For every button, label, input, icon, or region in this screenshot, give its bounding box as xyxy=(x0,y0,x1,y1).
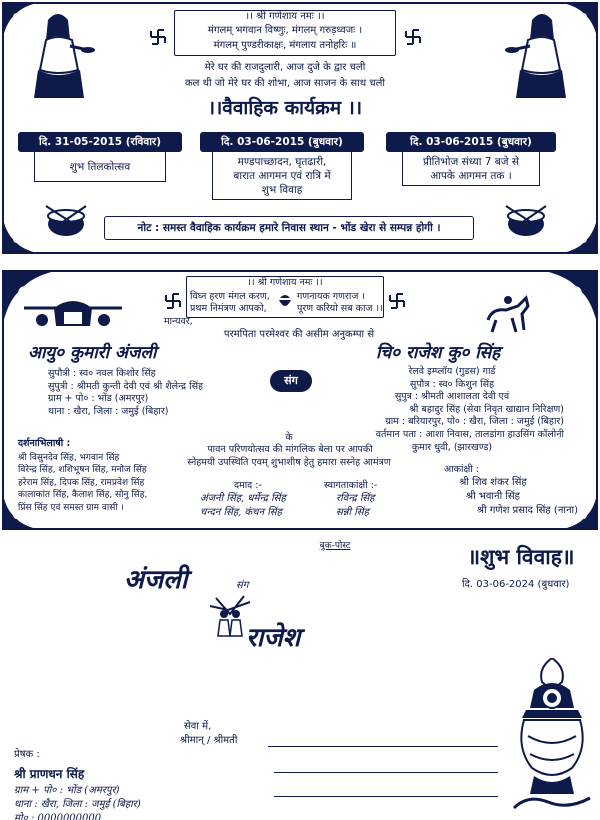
event-3-line-2: आपके आगमन तक । xyxy=(430,170,512,182)
event-2-line-3: शुभ विवाह xyxy=(261,184,303,196)
poem-line-1: मेरे घर की राजदुलारी, आज दुजे के द्वार चली xyxy=(204,62,366,73)
mantra-right-1: गणनायक गणराज । xyxy=(297,291,366,302)
event-1-body xyxy=(34,152,166,182)
event-2-line-1: मण्डपाच्छादन, घृतढारी, xyxy=(237,156,327,168)
sender-label: प्रेषक : xyxy=(14,749,40,760)
ganesh-invocation: ।। श्री गणेशाय नमः ।। xyxy=(247,277,323,288)
damad-list xyxy=(200,492,330,520)
bride-line-1: सुपौत्री : स्व० नवल किशोर सिंह xyxy=(48,368,156,379)
ornament-corner-bottom-left-icon xyxy=(3,219,37,253)
event-3-line-1: प्रीतिभोज संध्या 7 बजे से xyxy=(422,156,520,168)
shlok-line-1: मंगलम् भगवान विष्णुः, मंगलम् गरुड़ध्वजः । xyxy=(207,25,363,36)
sender-mobile: मो० : 0000000000 xyxy=(14,813,102,820)
cover-sang: संग xyxy=(236,580,249,591)
darshan-list xyxy=(18,452,188,514)
sender-line-2: थाना : खैरा, जिला : जमुई (बिहार) xyxy=(14,799,141,810)
woman-with-lamp-left-icon xyxy=(34,10,96,100)
woman-with-lamp-right-icon xyxy=(504,10,566,100)
groom-line-6: वर्तमान पता : आशा निवास, तालडांगा हाउसिंग कॉलोनी xyxy=(375,428,564,440)
event-2-date: दि. 03-06-2015 (बुधवार) xyxy=(200,132,364,152)
bride-line-4: थाना : खैरा, जिला : जमुई (बिहार) xyxy=(48,405,169,417)
ganesh-invocation: ।। श्री गणेशाय नमः ।। xyxy=(245,11,325,22)
bride-line-3: ग्राम + पो० : भोंड (अमरपुर) xyxy=(48,393,149,405)
bride-name: आयु० कुमारी अंजली xyxy=(28,343,157,363)
sang-badge: संग xyxy=(270,370,312,392)
bride-details xyxy=(48,368,278,418)
darshan-title: दर्शनाभिलाषी : xyxy=(18,438,71,449)
aakanshi-title: आकांक्षी : xyxy=(444,464,479,475)
event-2-line-2: बारात आगमन एवं रात्रि में xyxy=(233,170,331,182)
invite-line-2: स्नेहमयी उपस्थिति एवम् शुभाशीष हेतु हमारा सस्नेह आमंत्रण xyxy=(187,457,391,468)
event-1-date: दि. 31-05-2015 (रविवार) xyxy=(18,132,182,152)
shlok-line-2: मंगलम् पुण्डरीकाक्षः, मंगलाय तनोहरिः ॥ xyxy=(213,40,357,51)
dholak-drum-right-icon xyxy=(500,202,552,238)
swagat-line-1: रविन्द्र सिंह xyxy=(336,493,375,504)
grace-line: परमपिता परमेश्वर की असीम अनुकम्पा से xyxy=(223,329,375,340)
aakanshi-line-3: श्री गणेश प्रसाद सिंह (नाना) xyxy=(476,505,578,516)
groom-line-1: रेलवे इम्प्लॉय (गुडस) गार्ड xyxy=(408,366,496,377)
ornament-corner-top-right-icon xyxy=(563,3,597,37)
sender-name: श्री प्राणधन सिंह xyxy=(14,767,85,781)
damad-title: दमाद :- xyxy=(234,480,262,491)
sender-address xyxy=(14,784,254,820)
aakanshi-list xyxy=(408,476,578,518)
sender-line-1: ग्राम + पो० : भोंड (अमरपुर) xyxy=(14,785,120,796)
book-post-label: बुक-पोस्ट xyxy=(319,541,351,551)
ornament-corner-bottom-right-icon xyxy=(563,495,597,529)
bride-line-2: सुपुत्री : श्रीमती कुन्ती देवी एवं श्री शैलेन्द्र सिंह xyxy=(48,380,204,392)
cover-groom-name: राजेश xyxy=(246,623,301,653)
cover-title: ॥शुभ विवाह॥ xyxy=(467,545,575,569)
ke-text: के xyxy=(285,432,293,443)
cover-bride-name: अंजली xyxy=(124,565,188,595)
swastika-right-icon xyxy=(388,292,406,310)
salutation: मान्यवर, xyxy=(164,316,193,327)
groom-name: चि० राजेश कु० सिंह xyxy=(376,343,501,363)
groom-line-2: सुपौत्र : स्व० किशुन सिंह xyxy=(409,378,495,390)
seva-me-label: सेवा में, xyxy=(184,721,212,732)
invitation-card xyxy=(2,270,598,530)
event-3-body xyxy=(402,152,540,186)
address-line-3 xyxy=(274,796,498,797)
ornament-corner-bottom-left-icon xyxy=(3,495,37,529)
darshan-line-4: कालाकांत सिंह, कैलाश सिंह, सोनु सिंह, xyxy=(18,490,148,501)
swagat-line-2: सन्नी सिंह xyxy=(336,507,369,518)
ornament-corner-top-right-icon xyxy=(545,271,597,323)
address-line-1 xyxy=(268,746,498,747)
ornament-corner-bottom-right-icon xyxy=(563,219,597,253)
damad-line-1: अंजनी सिंह, धर्मेन्द्र सिंह xyxy=(200,493,286,504)
groom-details xyxy=(340,366,564,454)
darshan-line-1: श्री विसुनदेव सिंह, भगवान सिंह xyxy=(18,453,120,463)
mantra-left-1: विघ्न हरण मंगल करण, xyxy=(190,291,270,302)
aakanshi-line-2: श्री भवानी सिंह xyxy=(465,491,520,502)
event-1-line-1: शुभ तिलकोत्सव xyxy=(69,161,131,173)
envelope-cover xyxy=(0,534,600,820)
wedding-programme-card xyxy=(2,2,598,254)
swastika-left-icon xyxy=(164,292,182,310)
mantra-left-2: प्रथम निमंत्रण आपको, xyxy=(190,303,267,314)
swagat-title: स्वागताकांक्षी :- xyxy=(324,480,378,491)
groom-line-5: ग्राम : बरियारपुर, पो० : खैरा, जिला : जमुई (बिहार) xyxy=(385,416,564,428)
darshan-line-5: प्रिंस सिंह एवं समस्त ग्राम वासी । xyxy=(18,502,124,513)
venue-note: नोट : समस्त वैवाहिक कार्यक्रम हमारे निवास स्थान - भोंड खेरा से सम्पन्न होगी । xyxy=(104,216,474,240)
dholak-drum-left-icon xyxy=(40,202,92,238)
aakanshi-line-1: श्री शिव शंकर सिंह xyxy=(459,477,527,488)
programme-heading: ।।वैवाहिक कार्यक्रम ।। xyxy=(207,97,363,119)
poem-line-2: कल थी जो मेरे घर की शोभा, आज साजन के साथ चली xyxy=(184,78,386,89)
groom-line-4: श्री बहादुर सिंह (सेवा निवृत खाद्यान निरिक्षण) xyxy=(409,403,564,415)
event-3-date: दि. 03-06-2015 (बुधवार) xyxy=(386,132,556,152)
invite-line-1: पावन परिणयोत्सव की मांगलिक बेला पर आपकी xyxy=(207,444,373,455)
darshan-line-3: हरेराम सिंह, दिपक सिंह, रामप्रवेश सिंह xyxy=(18,477,145,488)
mantra-right-2: पूरण करियो सब काज ।। xyxy=(297,303,383,314)
event-2-body xyxy=(212,152,352,200)
darshan-line-2: विरेन्द्र सिंह, शशिभूषन सिंह, मनोज सिंह xyxy=(18,465,147,476)
groom-line-3: सुपुत्र : श्रीमती आशालता देवी एवं xyxy=(394,391,510,403)
damad-line-2: चन्दन सिंह, कंचन सिंह xyxy=(200,507,282,518)
ornament-corner-top-left-icon xyxy=(3,3,37,37)
shriman-label: श्रीमान् / श्रीमती xyxy=(180,735,238,746)
kalash-coconut-icon xyxy=(508,658,596,818)
groom-line-7: कुमार धुवी, (झारखण्ड) xyxy=(411,441,493,453)
doli-palanquin-icon xyxy=(24,298,122,334)
horse-rider-icon xyxy=(482,294,534,334)
swastika-right-icon xyxy=(404,28,422,46)
cover-date: दि. 03-06-2024 (बुधवार) xyxy=(462,579,570,590)
address-line-2 xyxy=(274,772,498,773)
